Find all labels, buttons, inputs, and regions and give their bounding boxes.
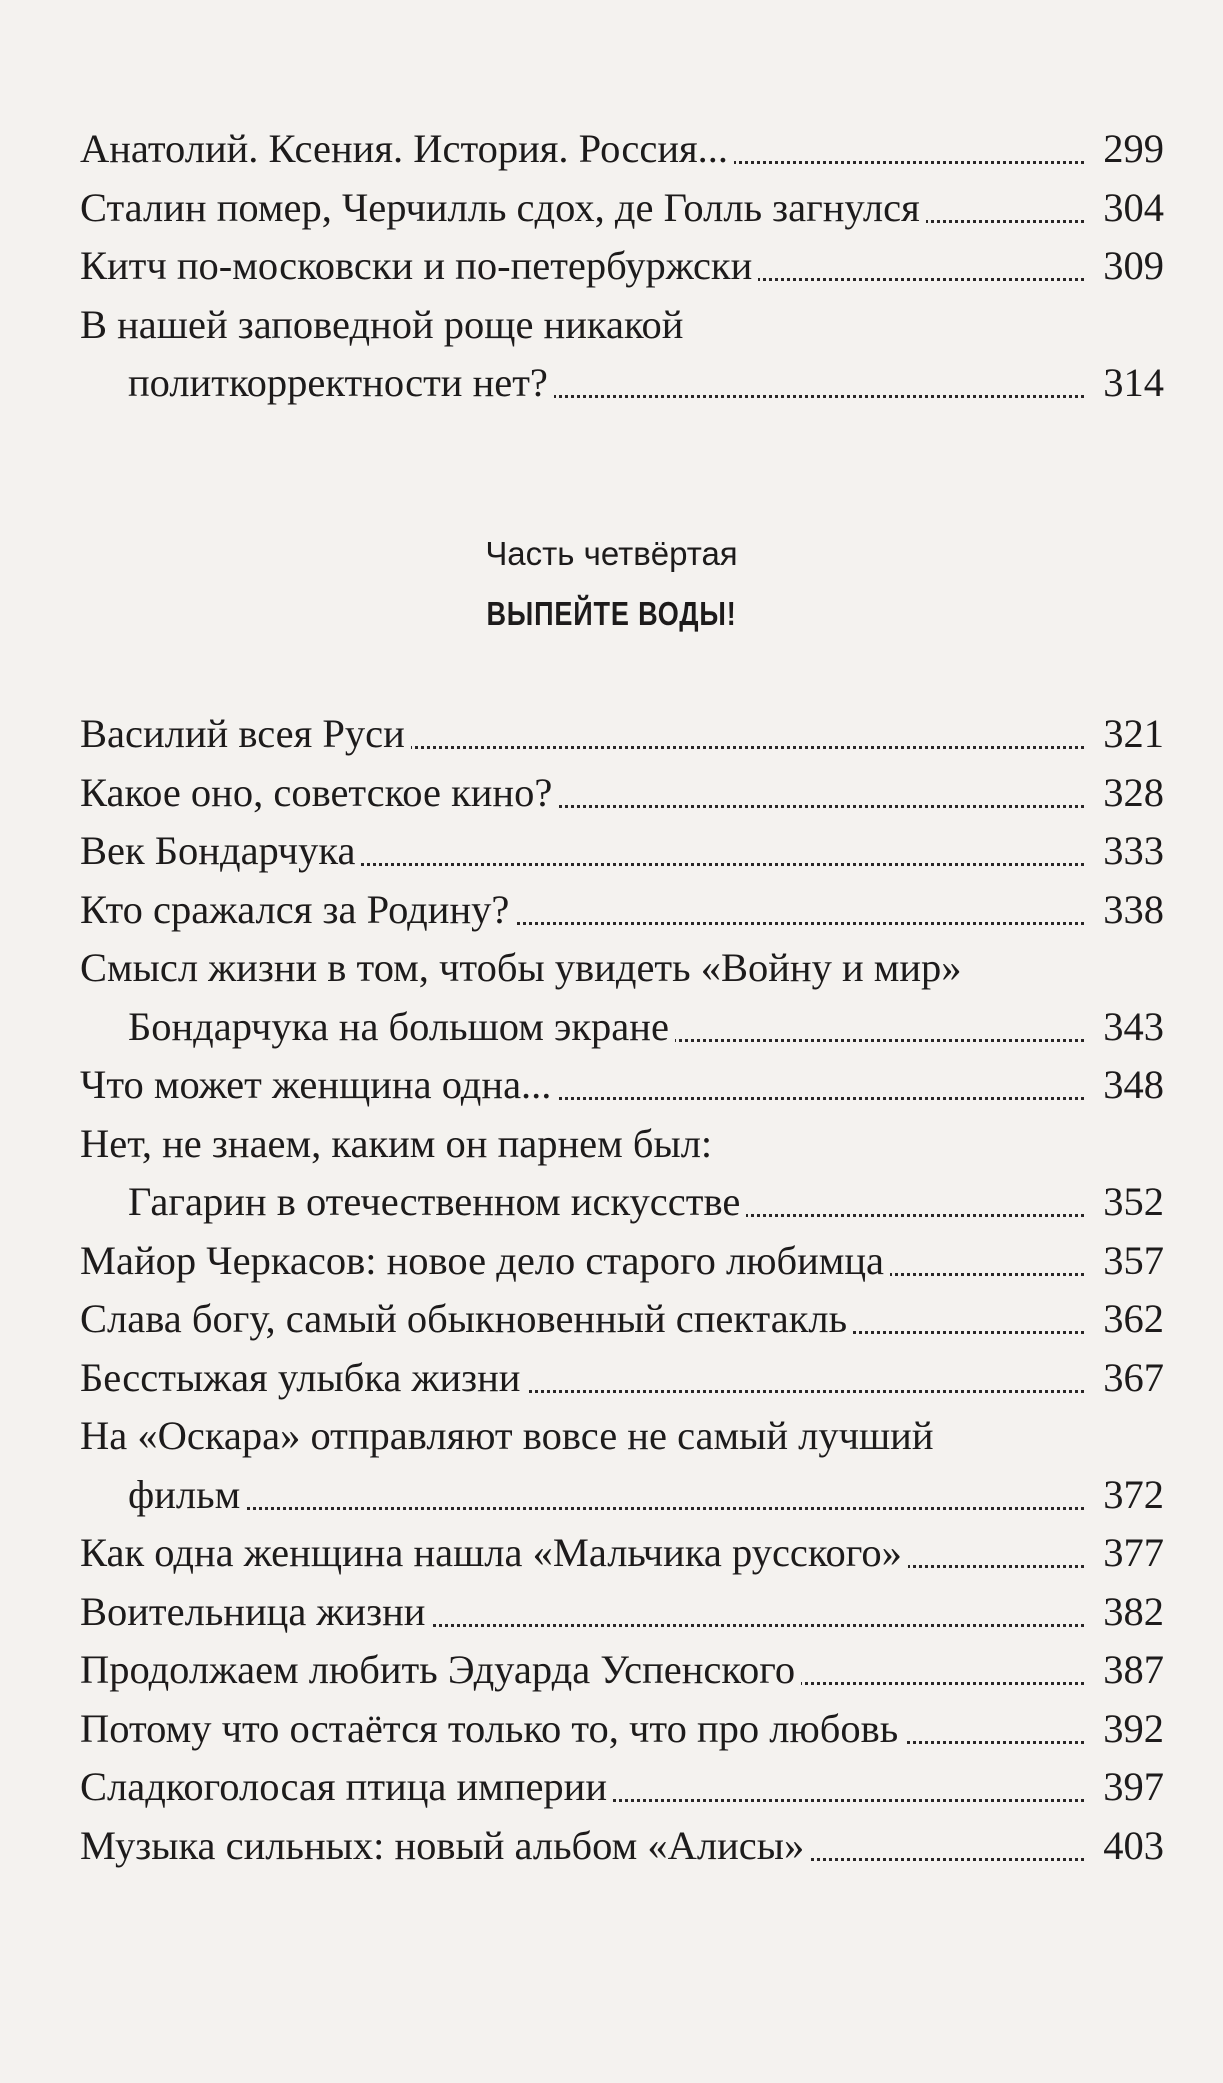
toc-entry-page: 362 <box>1093 1290 1164 1348</box>
toc-entry-title: Бесстыжая улыбка жизни <box>80 1349 526 1407</box>
part-label: Часть четвёртая <box>485 535 738 572</box>
toc-entry-page: 348 <box>1093 1056 1164 1114</box>
part-title: ВЫПЕЙТЕ ВОДЫ! <box>486 595 737 632</box>
toc-entry <box>128 354 1164 412</box>
toc-entry <box>80 705 1164 763</box>
toc-entry <box>80 1115 1164 1173</box>
toc-entry <box>80 822 1164 880</box>
toc-entry-title: Сладкоголосая птица империи <box>80 1758 613 1816</box>
toc-entry <box>80 1232 1164 1290</box>
toc-entry-page: 352 <box>1093 1173 1164 1231</box>
toc-entry <box>128 1173 1164 1231</box>
toc-entry-title: Майор Черкасов: новое дело старого любимца <box>80 1232 890 1290</box>
toc-entry <box>80 296 1164 354</box>
toc-entry-title: Анатолий. Ксения. История. Россия... <box>80 120 734 178</box>
toc-entry-title: Китч по-московски и по-петербуржски <box>80 237 758 295</box>
toc-entry-title: Век Бондарчука <box>80 822 361 880</box>
toc-entry-page: 377 <box>1093 1524 1164 1582</box>
toc-entry <box>80 939 1164 997</box>
toc-entry <box>128 1466 1164 1524</box>
toc-entry-page: 299 <box>1093 120 1164 178</box>
toc-entry-title: Как одна женщина нашла «Мальчика русского» <box>80 1524 908 1582</box>
toc-entry-page: 403 <box>1093 1817 1164 1875</box>
toc-entry <box>80 1524 1164 1582</box>
toc-entry-title: На «Оскара» отправляют вовсе не самый лучший <box>80 1407 940 1465</box>
toc-entry-page: 343 <box>1093 998 1164 1056</box>
toc-entry-page: 321 <box>1093 705 1164 763</box>
toc-entry-title: Сталин помер, Черчилль сдох, де Голль загнулся <box>80 179 926 237</box>
toc-entry-title: Слава богу, самый обыкновенный спектакль <box>80 1290 853 1348</box>
toc-entry <box>80 1407 1164 1465</box>
toc-entry-title: Что может женщина одна... <box>80 1056 557 1114</box>
toc-entry-page: 314 <box>1093 354 1164 412</box>
toc-entry-page: 372 <box>1093 1466 1164 1524</box>
toc-entry-title: Музыка сильных: новый альбом «Алисы» <box>80 1817 810 1875</box>
toc-entry-page: 338 <box>1093 881 1164 939</box>
toc-entry-page: 357 <box>1093 1232 1164 1290</box>
toc-entry-title: Василий всея Руси <box>80 705 411 763</box>
toc-entry <box>80 1349 1164 1407</box>
toc-entry <box>128 998 1164 1056</box>
toc-entry-title: Потому что остаётся только то, что про любовь <box>80 1700 904 1758</box>
toc-entry-title: Нет, не знаем, каким он парнем был: <box>80 1115 718 1173</box>
toc-entry-title: фильм <box>128 1466 246 1524</box>
toc-entry-title: В нашей заповедной роще никакой <box>80 296 690 354</box>
toc-entry-page: 392 <box>1093 1700 1164 1758</box>
toc-entry <box>80 179 1164 237</box>
toc-entry <box>80 1290 1164 1348</box>
toc-entry-page: 304 <box>1093 179 1164 237</box>
toc-entry <box>80 237 1164 295</box>
toc-entry-title: Смысл жизни в том, чтобы увидеть «Войну и мир» <box>80 939 968 997</box>
toc-entry-title: политкорректности нет? <box>128 354 554 412</box>
toc-entry <box>80 1758 1164 1816</box>
toc-entry <box>80 881 1164 939</box>
toc-entry <box>80 1641 1164 1699</box>
toc-entry <box>80 120 1164 178</box>
toc-entry-page: 382 <box>1093 1583 1164 1641</box>
toc-entry-title: Продолжаем любить Эдуарда Успенского <box>80 1641 801 1699</box>
toc-entry <box>80 764 1164 822</box>
dot-leader <box>128 1507 1084 1510</box>
toc-entry-page: 367 <box>1093 1349 1164 1407</box>
toc-entry-page: 397 <box>1093 1758 1164 1816</box>
toc-entry-title: Гагарин в отечественном искусстве <box>128 1173 746 1231</box>
toc-entry <box>80 1817 1164 1875</box>
toc-entry-page: 333 <box>1093 822 1164 880</box>
toc-entry-title: Бондарчука на большом экране <box>128 998 675 1056</box>
toc-entry <box>80 1056 1164 1114</box>
toc-entry <box>80 1583 1164 1641</box>
toc-entry-title: Какое оно, советское кино? <box>80 764 558 822</box>
toc-entry-title: Воительница жизни <box>80 1583 431 1641</box>
toc-entry-page: 328 <box>1093 764 1164 822</box>
toc-entry-title: Кто сражался за Родину? <box>80 881 515 939</box>
toc-entry-page: 387 <box>1093 1641 1164 1699</box>
toc-entry-page: 309 <box>1093 237 1164 295</box>
toc-entry <box>80 1700 1164 1758</box>
